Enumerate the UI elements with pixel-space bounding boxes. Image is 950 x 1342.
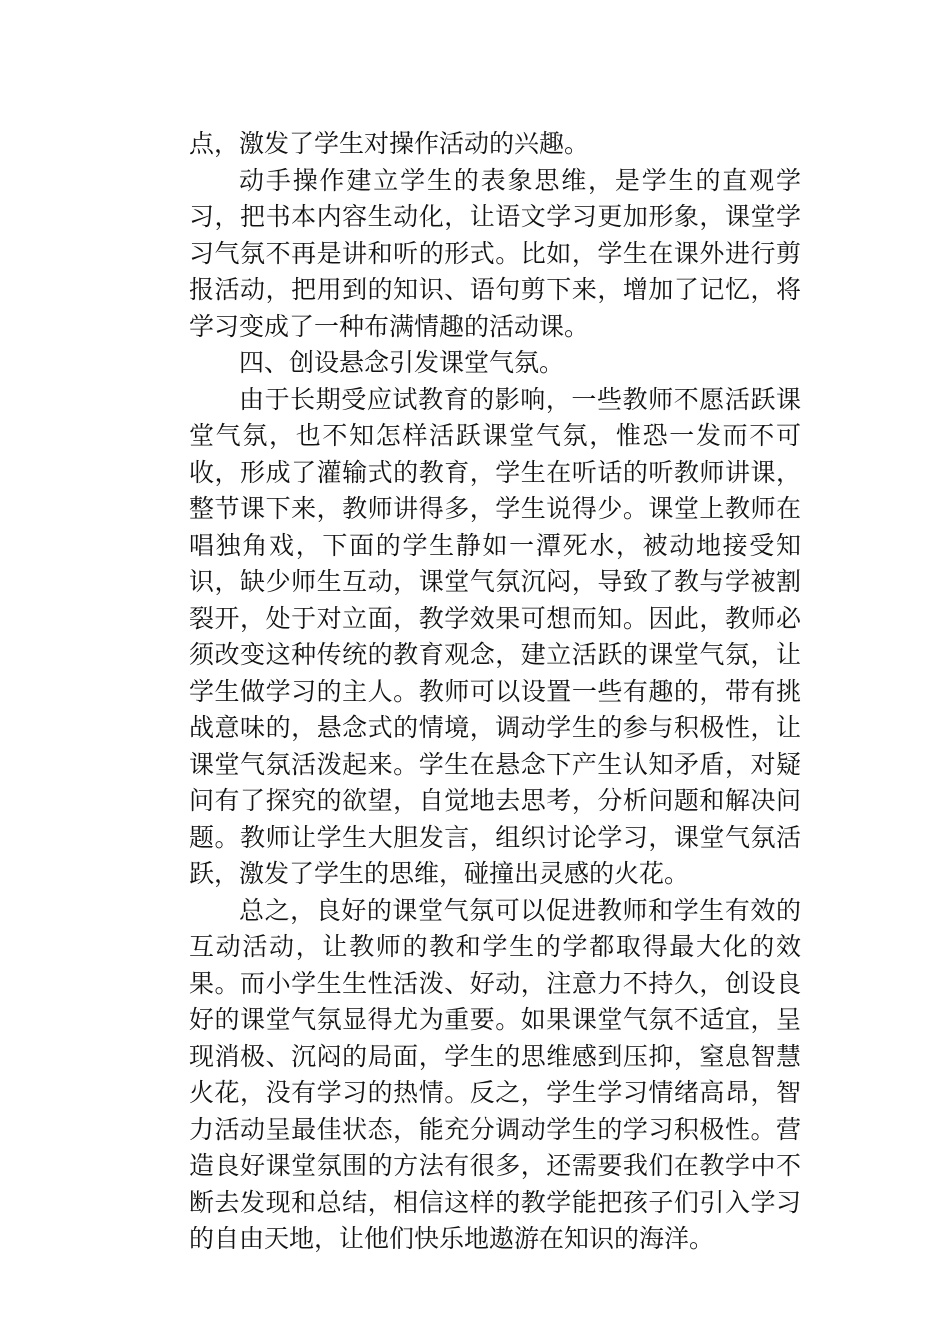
paragraph-suspense-atmosphere: 由于长期受应试教育的影响，一些教师不愿活跃课堂气氛，也不知怎样活跃课堂气氛，惟恐一发而不可收，形成了灌输式的教育，学生在听话的听教师讲课，整节课下来，教师讲得多，学生说得少。课堂上教师在唱独角戏，下面的学生静如一潭死水，被动地接受知识，缺少师生互动，课堂气氛沉闷，导致了教与学被割裂开，处于对立面，教学效果可想而知。因此，教师必须改变这种传统的教育观念，建立活跃的课堂气氛，让学生做学习的主人。教师可以设置一些有趣的，带有挑战意味的，悬念式的情境，调动学生的参与积极性，让课堂气氛活泼起来。学生在悬念下产生认知矛盾，对疑问有了探究的欲望，自觉地去思考，分析问题和解决问题。教师让学生大胆发言，组织讨论学习，课堂气氛活跃，激发了学生的思维，碰撞出灵感的火花。 <box>189 384 801 888</box>
paragraph-conclusion: 总之，良好的课堂气氛可以促进教师和学生有效的互动活动，让教师的教和学生的学都取得最大化的效果。而小学生生性活泼、好动，注意力不持久，创设良好的课堂气氛显得尤为重要。如果课堂气氛不适宜，呈现消极、沉闷的局面，学生的思维感到压抑，窒息智慧火花，没有学习的热情。反之，学生学习情绪高昂，智力活动呈最佳状态，能充分调动学生的学习积极性。营造良好课堂氛围的方法有很多，还需要我们在教学中不断去发现和总结，相信这样的教学能把孩子们引入学习的自由天地，让他们快乐地遨游在知识的海洋。 <box>189 895 801 1253</box>
section-heading-suspense: 四、创设悬念引发课堂气氛。 <box>239 348 565 377</box>
document-body <box>189 126 801 1258</box>
paragraph-continuation: 点，激发了学生对操作活动的兴趣。 <box>189 129 590 158</box>
paragraph-hands-on-operation: 动手操作建立学生的表象思维，是学生的直观学习，把书本内容生动化，让语文学习更加形象，课堂学习气氛不再是讲和听的形式。比如，学生在课外进行剪报活动，把用到的知识、语句剪下来，增加了记忆，将学习变成了一种布满情趣的活动课。 <box>189 165 801 341</box>
